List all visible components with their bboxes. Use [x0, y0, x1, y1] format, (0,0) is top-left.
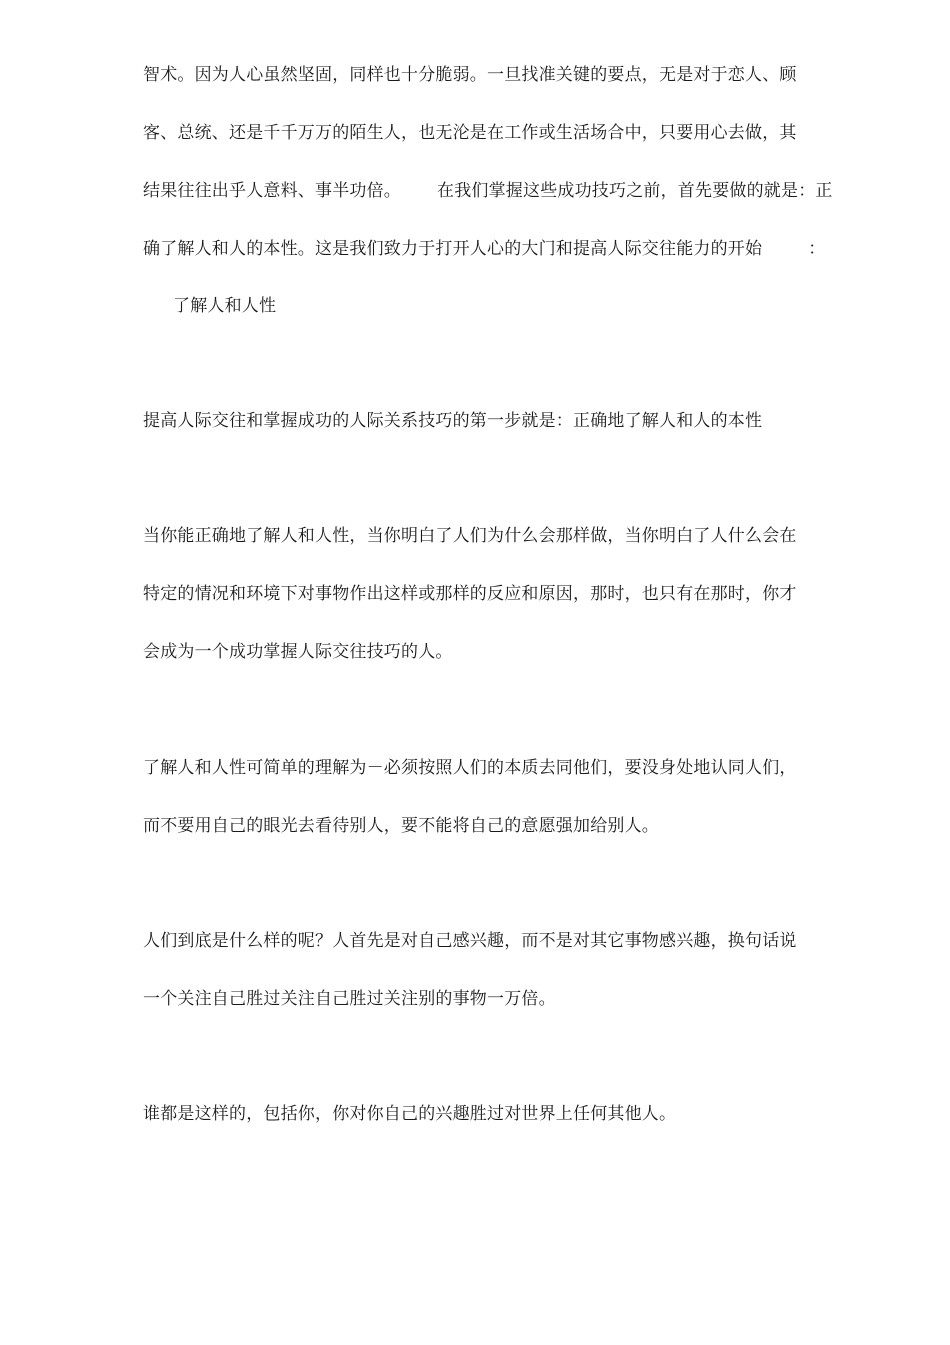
paragraph-1-line-3	[143, 179, 833, 203]
paragraph-1-line-3-part-a: 结果往往出乎人意料、事半功倍。	[143, 181, 401, 201]
paragraph-1-line-4-part-a: 确了解人和人的本性。这是我们致力于打开人心的大门和提高人际交往能力的开始	[143, 239, 763, 259]
paragraph-4-line-1: 了解人和人性可简单的理解为－必须按照人们的本质去同他们，要没身处地认同人们，	[143, 758, 797, 778]
paragraph-5-line-2: 一个关注自己胜过关注自己胜过关注别的事物一万倍。	[143, 989, 556, 1009]
paragraph-1-line-4-part-b: ：	[808, 239, 826, 259]
paragraph-5-line-1: 人们到底是什么样的呢？人首先是对自己感兴趣，而不是对其它事物感兴趣，换句话说	[143, 931, 797, 951]
paragraph-1-line-2: 客、总统、还是千千万万的陌生人，也无沦是在工作或生活场合中，只要用心去做，其	[143, 123, 797, 143]
paragraph-1-line-3-part-b: 在我们掌握这些成功技巧之前，首先要做的就是：正	[437, 181, 833, 201]
paragraph-4-line-2: 而不要用自己的眼光去看待别人，要不能将自己的意愿强加给别人。	[143, 816, 659, 836]
paragraph-3-line-1: 当你能正确地了解人和人性，当你明白了人们为什么会那样做，当你明白了人什么会在	[143, 526, 797, 546]
paragraph-3-line-2: 特定的情况和环境下对事物作出这样或那样的反应和原因，那时，也只有在那时，你才	[143, 584, 797, 604]
section-heading: 了解人和人性	[173, 296, 277, 316]
paragraph-6: 谁都是这样的，包括你，你对你自己的兴趣胜过对世界上任何其他人。	[143, 1104, 677, 1124]
paragraph-2: 提高人际交往和掌握成功的人际关系技巧的第一步就是：正确地了解人和人的本性	[143, 411, 763, 431]
paragraph-3-line-3: 会成为一个成功掌握人际交往技巧的人。	[143, 642, 453, 662]
paragraph-1-line-4	[143, 237, 825, 261]
paragraph-1-line-1: 智术。因为人心虽然坚固，同样也十分脆弱。一旦找准关键的要点，无是对于恋人、顾	[143, 65, 797, 85]
